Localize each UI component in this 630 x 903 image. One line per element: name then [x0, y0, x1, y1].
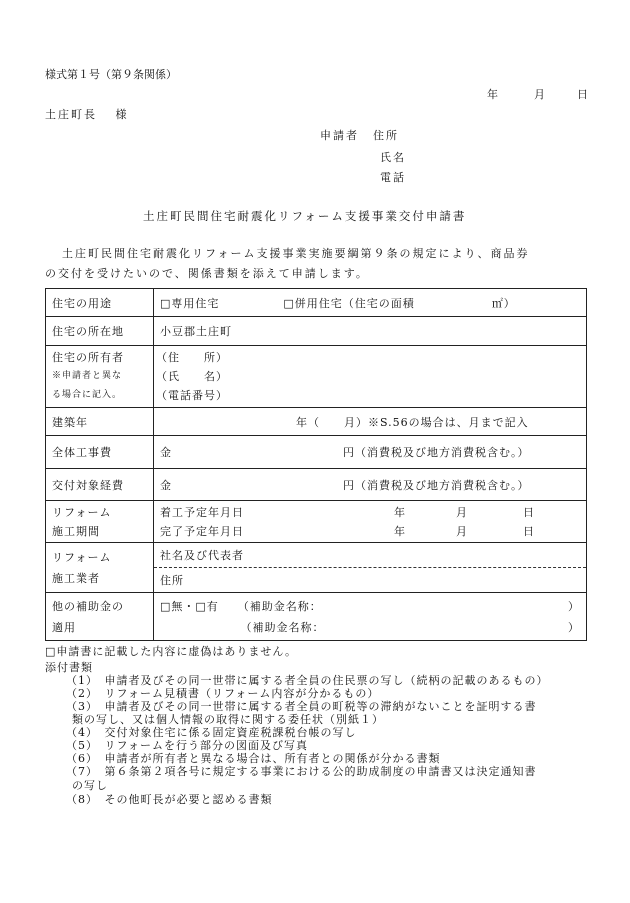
contractor-label-2: 施工業者	[52, 571, 100, 585]
built-year-text: 年（ 月）※S.56の場合は、月まで記入	[296, 415, 529, 429]
owner-note-2: る場合に記入。	[52, 390, 123, 400]
period-label-cell	[46, 501, 154, 543]
total-cost-field[interactable]	[154, 436, 587, 469]
applicant-name-label: 氏名	[380, 151, 406, 164]
attachment-item: （2） リフォーム見積書（リフォーム内容が分かるもの）	[66, 687, 380, 700]
period-label-1: リフォーム	[52, 505, 112, 519]
row-period	[46, 501, 587, 543]
attachment-item-continued: の写し	[72, 779, 108, 792]
subsidy-name-field-2[interactable]: （補助金名称：	[240, 620, 325, 634]
owner-fields	[154, 346, 587, 408]
target-cost-field[interactable]	[154, 469, 587, 501]
subsidy-label-2: 適用	[52, 620, 76, 634]
start-day: 日	[523, 505, 535, 519]
applicant-address-label: 住所	[373, 129, 399, 142]
row-housing-use	[46, 289, 587, 317]
total-cost-suffix: 円（消費税及び地方消費税含む。）	[343, 446, 530, 459]
start-date-label: 着工予定年月日	[160, 505, 244, 519]
end-date-field[interactable]	[160, 522, 580, 541]
period-fields	[154, 501, 587, 543]
owner-phone-field[interactable]: （電話番号）	[156, 389, 228, 402]
applicant-label: 申請者	[320, 129, 359, 142]
end-month: 月	[456, 524, 468, 538]
end-year: 年	[394, 524, 406, 538]
period-label-2: 施工期間	[52, 524, 100, 538]
owner-address-field[interactable]: （住 所）	[156, 351, 228, 364]
subsidy-label-1: 他の補助金の	[52, 599, 124, 613]
attachment-item: （8） その他町長が必要と認める書類	[66, 793, 273, 806]
row-owner	[46, 346, 587, 408]
date-year-label: 年	[487, 88, 498, 101]
attachment-item: （3） 申請者及びその同一世帯に属する者全員の町税等の滞納がないことを証明する書	[66, 700, 537, 713]
row-other-subsidy	[46, 593, 587, 641]
document-title: 土庄町民間住宅耐震化リフォーム支援事業交付申請書	[143, 209, 467, 223]
contractor-label-1: リフォーム	[52, 550, 112, 564]
attachment-item: （4） 交付対象住宅に係る固定資産税課税台帳の写し	[66, 726, 357, 739]
subsidy-line-1	[160, 596, 580, 617]
subsidy-line-2	[160, 617, 580, 638]
applicant-phone-label: 電話	[380, 171, 406, 184]
housing-use-cell	[154, 289, 587, 317]
declaration-checkbox[interactable]: □申請書に記載した内容に虚偽はありません。	[45, 645, 298, 658]
attachment-item: （5） リフォームを行う部分の図面及び写真	[66, 739, 308, 752]
owner-label: 住宅の所有者	[52, 351, 124, 364]
location-value[interactable]: 小豆郡土庄町	[154, 317, 587, 346]
area-unit: ㎡）	[491, 296, 516, 310]
date-day-label: 日	[577, 88, 588, 101]
contractor-address-field[interactable]: 住所	[154, 568, 587, 593]
total-cost-label: 全体工事費	[46, 436, 154, 469]
subsidy-fields	[154, 593, 587, 641]
contractor-label-cell	[46, 543, 154, 593]
end-date-label: 完了予定年月日	[160, 524, 244, 538]
attachment-item: （1） 申請者及びその同一世帯に属する者全員の住民票の写し（続柄の記載のあるもの）	[66, 674, 549, 687]
location-label: 住宅の所在地	[46, 317, 154, 346]
addressee: 土庄町長 様	[45, 108, 129, 121]
row-location	[46, 317, 587, 346]
total-cost-prefix: 金	[160, 446, 172, 459]
subsidy-close-2: ）	[568, 620, 580, 634]
built-year-value[interactable]	[154, 408, 587, 436]
start-date-field[interactable]	[160, 503, 580, 522]
use-combined-checkbox[interactable]: □併用住宅（住宅の面積	[283, 296, 415, 310]
row-target-cost	[46, 469, 587, 501]
attachment-item-continued: 類の写し、又は個人情報の取得に関する委任状（別紙１）	[72, 713, 384, 726]
subsidy-close-1: ）	[568, 599, 580, 613]
date-month-label: 月	[534, 88, 545, 101]
owner-note-1: ※申請者と異な	[52, 371, 123, 381]
owner-name-field[interactable]: （氏 名）	[156, 370, 228, 383]
housing-use-label: 住宅の用途	[46, 289, 154, 317]
target-cost-suffix: 円（消費税及び地方消費税含む。）	[343, 478, 530, 492]
subsidy-name-field-1[interactable]: （補助金名称：	[237, 599, 322, 613]
intro-line-1: 土庄町民間住宅耐震化リフォーム支援事業実施要綱第９条の規定により、商品券	[62, 247, 530, 260]
start-month: 月	[456, 505, 468, 519]
owner-label-cell	[46, 346, 154, 408]
end-day: 日	[523, 524, 535, 538]
contractor-company-field[interactable]: 社名及び代表者	[154, 543, 587, 568]
form-number: 様式第１号（第９条関係）	[45, 68, 177, 81]
built-year-label: 建築年	[46, 408, 154, 436]
intro-line-2: の交付を受けたいので、関係書類を添えて申請します。	[45, 267, 369, 280]
target-cost-prefix: 金	[160, 478, 172, 492]
attachment-item: （7） 第６条第２項各号に規定する事業における公的助成制度の申請書又は決定通知書	[66, 765, 537, 778]
attachments-heading: 添付書類	[45, 661, 93, 674]
use-exclusive-checkbox[interactable]: □専用住宅	[160, 296, 220, 310]
start-year: 年	[394, 505, 406, 519]
subsidy-label-cell	[46, 593, 154, 641]
row-total-cost	[46, 436, 587, 469]
subsidy-choice-checkboxes[interactable]: □無・□有	[160, 599, 219, 613]
target-cost-label: 交付対象経費	[46, 469, 154, 501]
attachment-item: （6） 申請者が所有者と異なる場合は、所有者との関係が分かる書類	[66, 752, 441, 765]
row-built-year	[46, 408, 587, 436]
row-contractor-company	[46, 543, 587, 568]
application-form-table	[45, 288, 587, 641]
